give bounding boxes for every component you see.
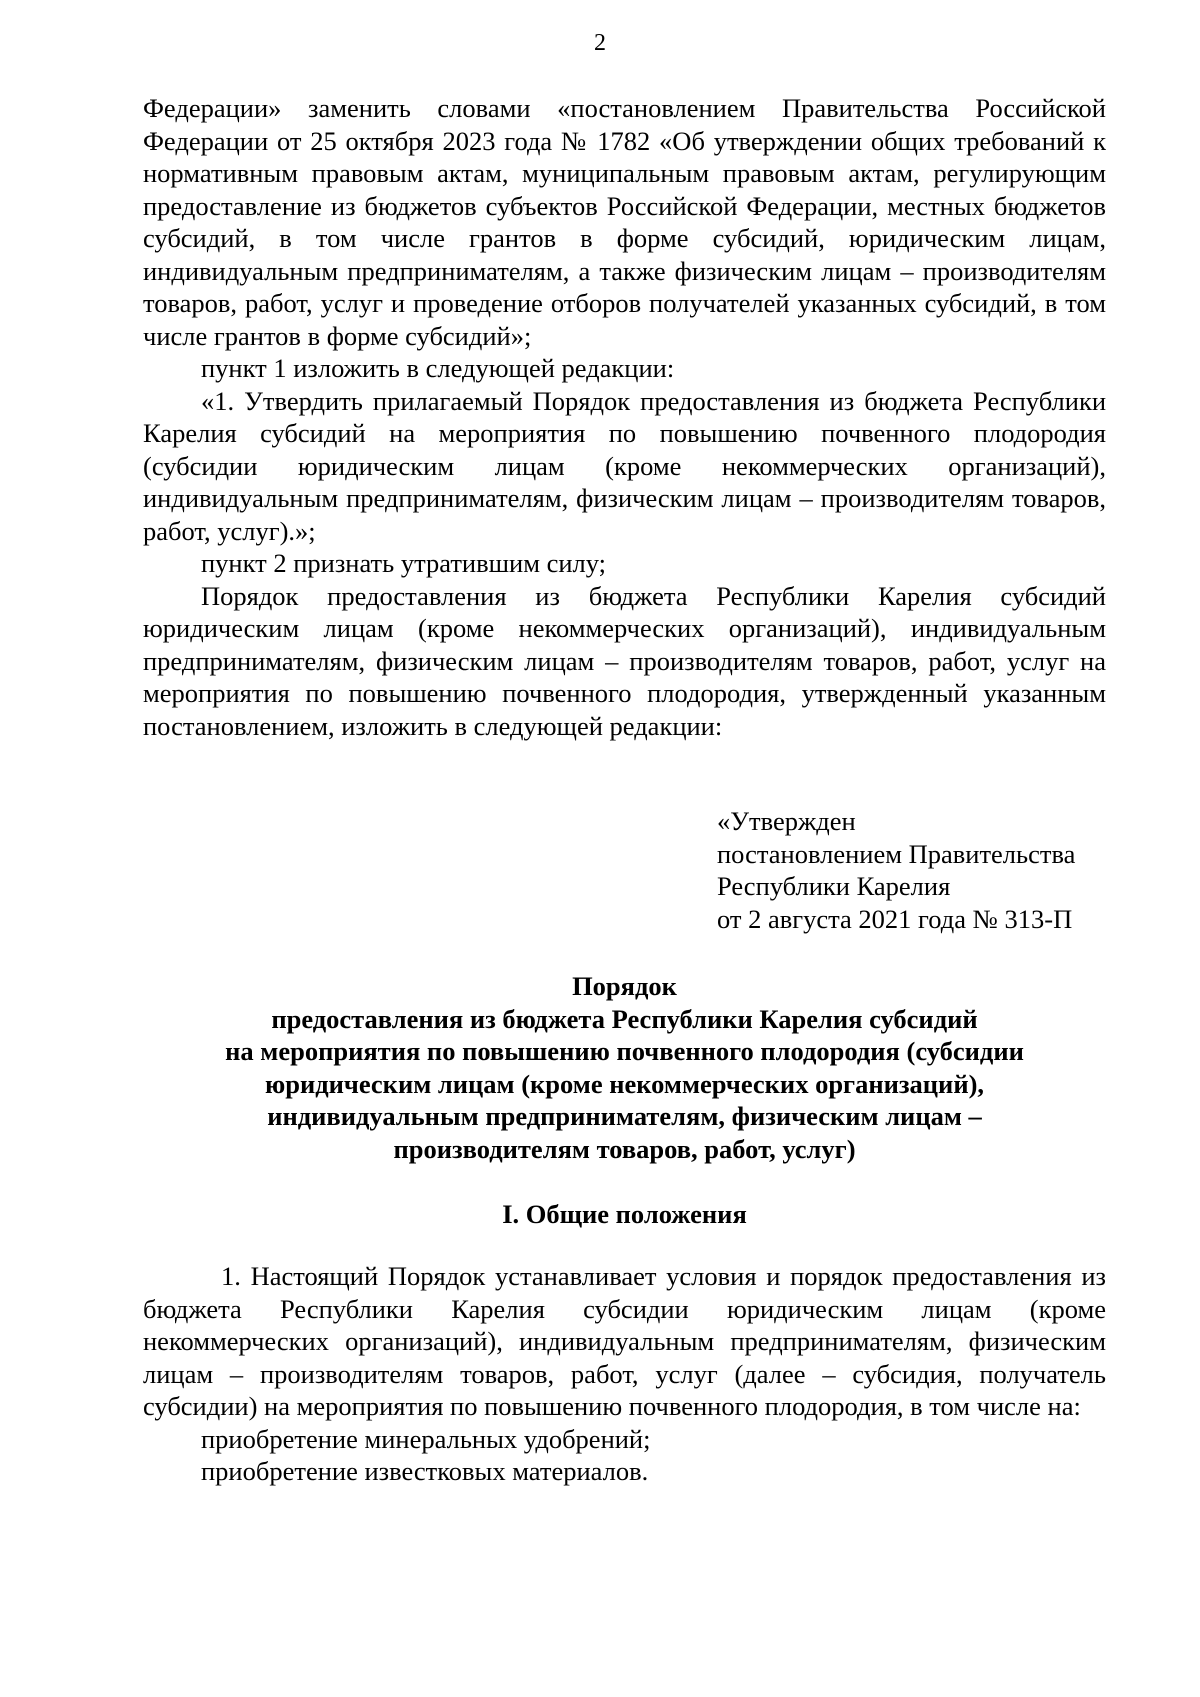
section-list-item: приобретение известковых материалов. — [201, 1456, 649, 1486]
intro-paragraph-item1-instruction: пункт 1 изложить в следующей редакции: — [201, 353, 675, 383]
intro-paragraph-continuation: Федерации» заменить словами «постановлением Правительства Российской Федерации от 25 октября 2023 года № 1782 «Об утверждении общих требований к нормативным правовым актам, муниципальным правовым актам, регулирующим предоставление из бюджетов субъектов Российской Федерации, местных бюджетов субсидий, в том числе грантов в форме субсидий, юридическим лицам, индивидуальным предпринимателям, а также физическим лицам – производителям товаров, работ, услуг и проведение отборов получателей указанных субсидий, в том числе грантов в форме субсидий»; — [143, 93, 1106, 351]
title-line: индивидуальным предпринимателям, физическим лицам – — [267, 1101, 982, 1131]
section-list-item: приобретение минеральных удобрений; — [201, 1423, 651, 1454]
intro-paragraph-item1-text: «1. Утвердить прилагаемый Порядок предоставления из бюджета Республики Карелия субсидий на мероприятия по повышению почвенного плодородия (субсидии юридическим лицам (кроме некоммерческих организаций), индивидуальным предпринимателям, физическим лицам – производителям товаров, работ, услуг).»; — [143, 385, 1106, 546]
section-heading: I. Общие положения — [502, 1199, 747, 1229]
intro-text-block — [143, 92, 1106, 742]
document-title — [143, 970, 1106, 1165]
title-line: юридическим лицам (кроме некоммерческих организаций), — [264, 1068, 985, 1099]
approval-line: «Утвержден — [717, 806, 856, 836]
approval-line: от 2 августа 2021 года № 313-П — [717, 903, 1073, 934]
title-line: производителям товаров, работ, услуг) — [393, 1133, 856, 1164]
intro-paragraph-item2: пункт 2 признать утратившим силу; — [201, 548, 607, 578]
title-line: на мероприятия по повышению почвенного плодородия (субсидии — [225, 1036, 1024, 1066]
approval-block — [717, 805, 1137, 935]
approval-line: Республики Карелия — [717, 871, 951, 901]
intro-paragraph-procedure: Порядок предоставления из бюджета Республики Карелия субсидий юридическим лицам (кроме некоммерческих организаций), индивидуальным предпринимателям, физическим лицам – производителям товаров, работ, услуг на мероприятия по повышению почвенного плодородия, утвержденный указанным постановлением, изложить в следующей редакции: — [143, 580, 1106, 741]
section-paragraph-1: 1. Настоящий Порядок устанавливает условия и порядок предоставления из бюджета Республики Карелия субсидии юридическим лицам (кроме некоммерческих организаций), индивидуальным предпринимателям, физическим лицам – производителям товаров, работ, услуг (далее – субсидия, получатель субсидии) на мероприятия по повышению почвенного плодородия, в том числе на: — [143, 1261, 1106, 1421]
page-number: 2 — [594, 30, 606, 56]
title-line: Порядок — [572, 971, 677, 1001]
title-line: предоставления из бюджета Республики Карелия субсидий — [271, 1003, 978, 1034]
section-text-block — [143, 1260, 1106, 1488]
approval-line: постановлением Правительства — [717, 838, 1076, 869]
